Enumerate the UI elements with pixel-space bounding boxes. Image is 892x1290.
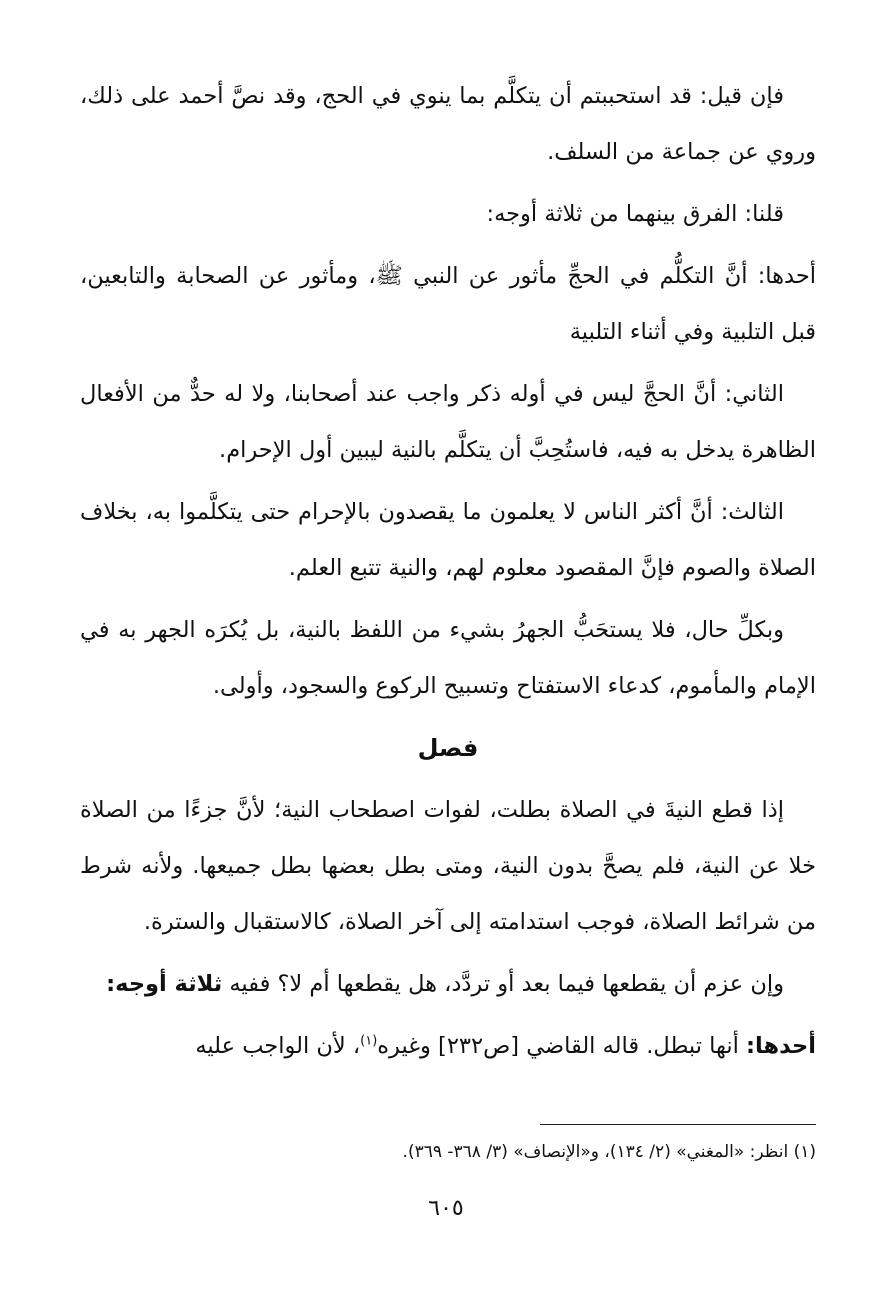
page-number: ٦٠٥ xyxy=(428,1196,464,1221)
paragraph-first-view xyxy=(80,1018,816,1074)
paragraph-objection: فإن قيل: قد استحببتم أن يتكلَّم بما ينوي في الحج، وقد نصَّ أحمد على ذلك، وروي عن جماعة من السلف. xyxy=(80,83,816,165)
paragraph-reply: قلنا: الفرق بينهما من ثلاثة أوجه: xyxy=(486,201,784,227)
paragraph-resolve-to-cut xyxy=(80,956,816,1012)
paragraph-resolve-bold: ثلاثة أوجه: xyxy=(106,971,223,997)
paragraph-first-aspect: أحدها: أنَّ التكلُّم في الحجِّ مأثور عن النبي ﷺ، ومأثور عن الصحابة والتابعين، قبل التلبية وفي أثناء التلبية xyxy=(80,263,816,345)
paragraph-conclusion: وبكلِّ حال، فلا يستحَبُّ الجهرُ بشيء من اللفظ بالنية، بل يُكرَه الجهر به في الإمام والمأموم، كدعاء الاستفتاح وتسبيح الركوع والسجود، وأولى. xyxy=(80,617,816,699)
paragraph-cutting-intention: إذا قطع النيةَ في الصلاة بطلت، لفوات اصطحاب النية؛ لأنَّ جزءًا من الصلاة خلا عن النية، فلم يصحَّ بدون النية، ومتى بطل بعضها بطل جميعها. ولأنه شرط من شرائط الصلاة، فوجب استدامته إلى آخر الصلاة، كالاستقبال والسترة. xyxy=(80,797,816,935)
paragraph-first-view-lead: أنها تبطل. قاله القاضي [ص٢٣٢] وغيره xyxy=(377,1033,747,1059)
paragraph-third-aspect: الثالث: أنَّ أكثر الناس لا يعلمون ما يقصدون بالإحرام حتى يتكلَّموا به، بخلاف الصلاة والصوم فإنَّ المقصود معلوم لهم، والنية تتبع العلم. xyxy=(80,499,816,581)
footnote: (١) انظر: «المغني» (٢/ ١٣٤)، و«الإنصاف» (٣/ ٣٦٨- ٣٦٩). xyxy=(402,1142,816,1162)
paragraph-resolve-lead: وإن عزم أن يقطعها فيما بعد أو تردَّد، هل يقطعها أم لا؟ ففيه xyxy=(222,971,784,997)
paragraph-second-aspect: الثاني: أنَّ الحجَّ ليس في أوله ذكر واجب عند أصحابنا، ولا له حدٌّ من الأفعال الظاهرة يدخل به فيه، فاستُحِبَّ أن يتكلَّم بالنية ليبين أول الإحرام. xyxy=(80,381,816,463)
paragraph-first-view-bold: أحدها: xyxy=(746,1033,816,1059)
footnote-divider xyxy=(540,1124,816,1125)
paragraph-first-view-tail: ، لأن الواجب عليه xyxy=(195,1033,361,1059)
footnote-marker: (١) xyxy=(360,1033,378,1049)
section-heading: فصل xyxy=(417,734,479,762)
